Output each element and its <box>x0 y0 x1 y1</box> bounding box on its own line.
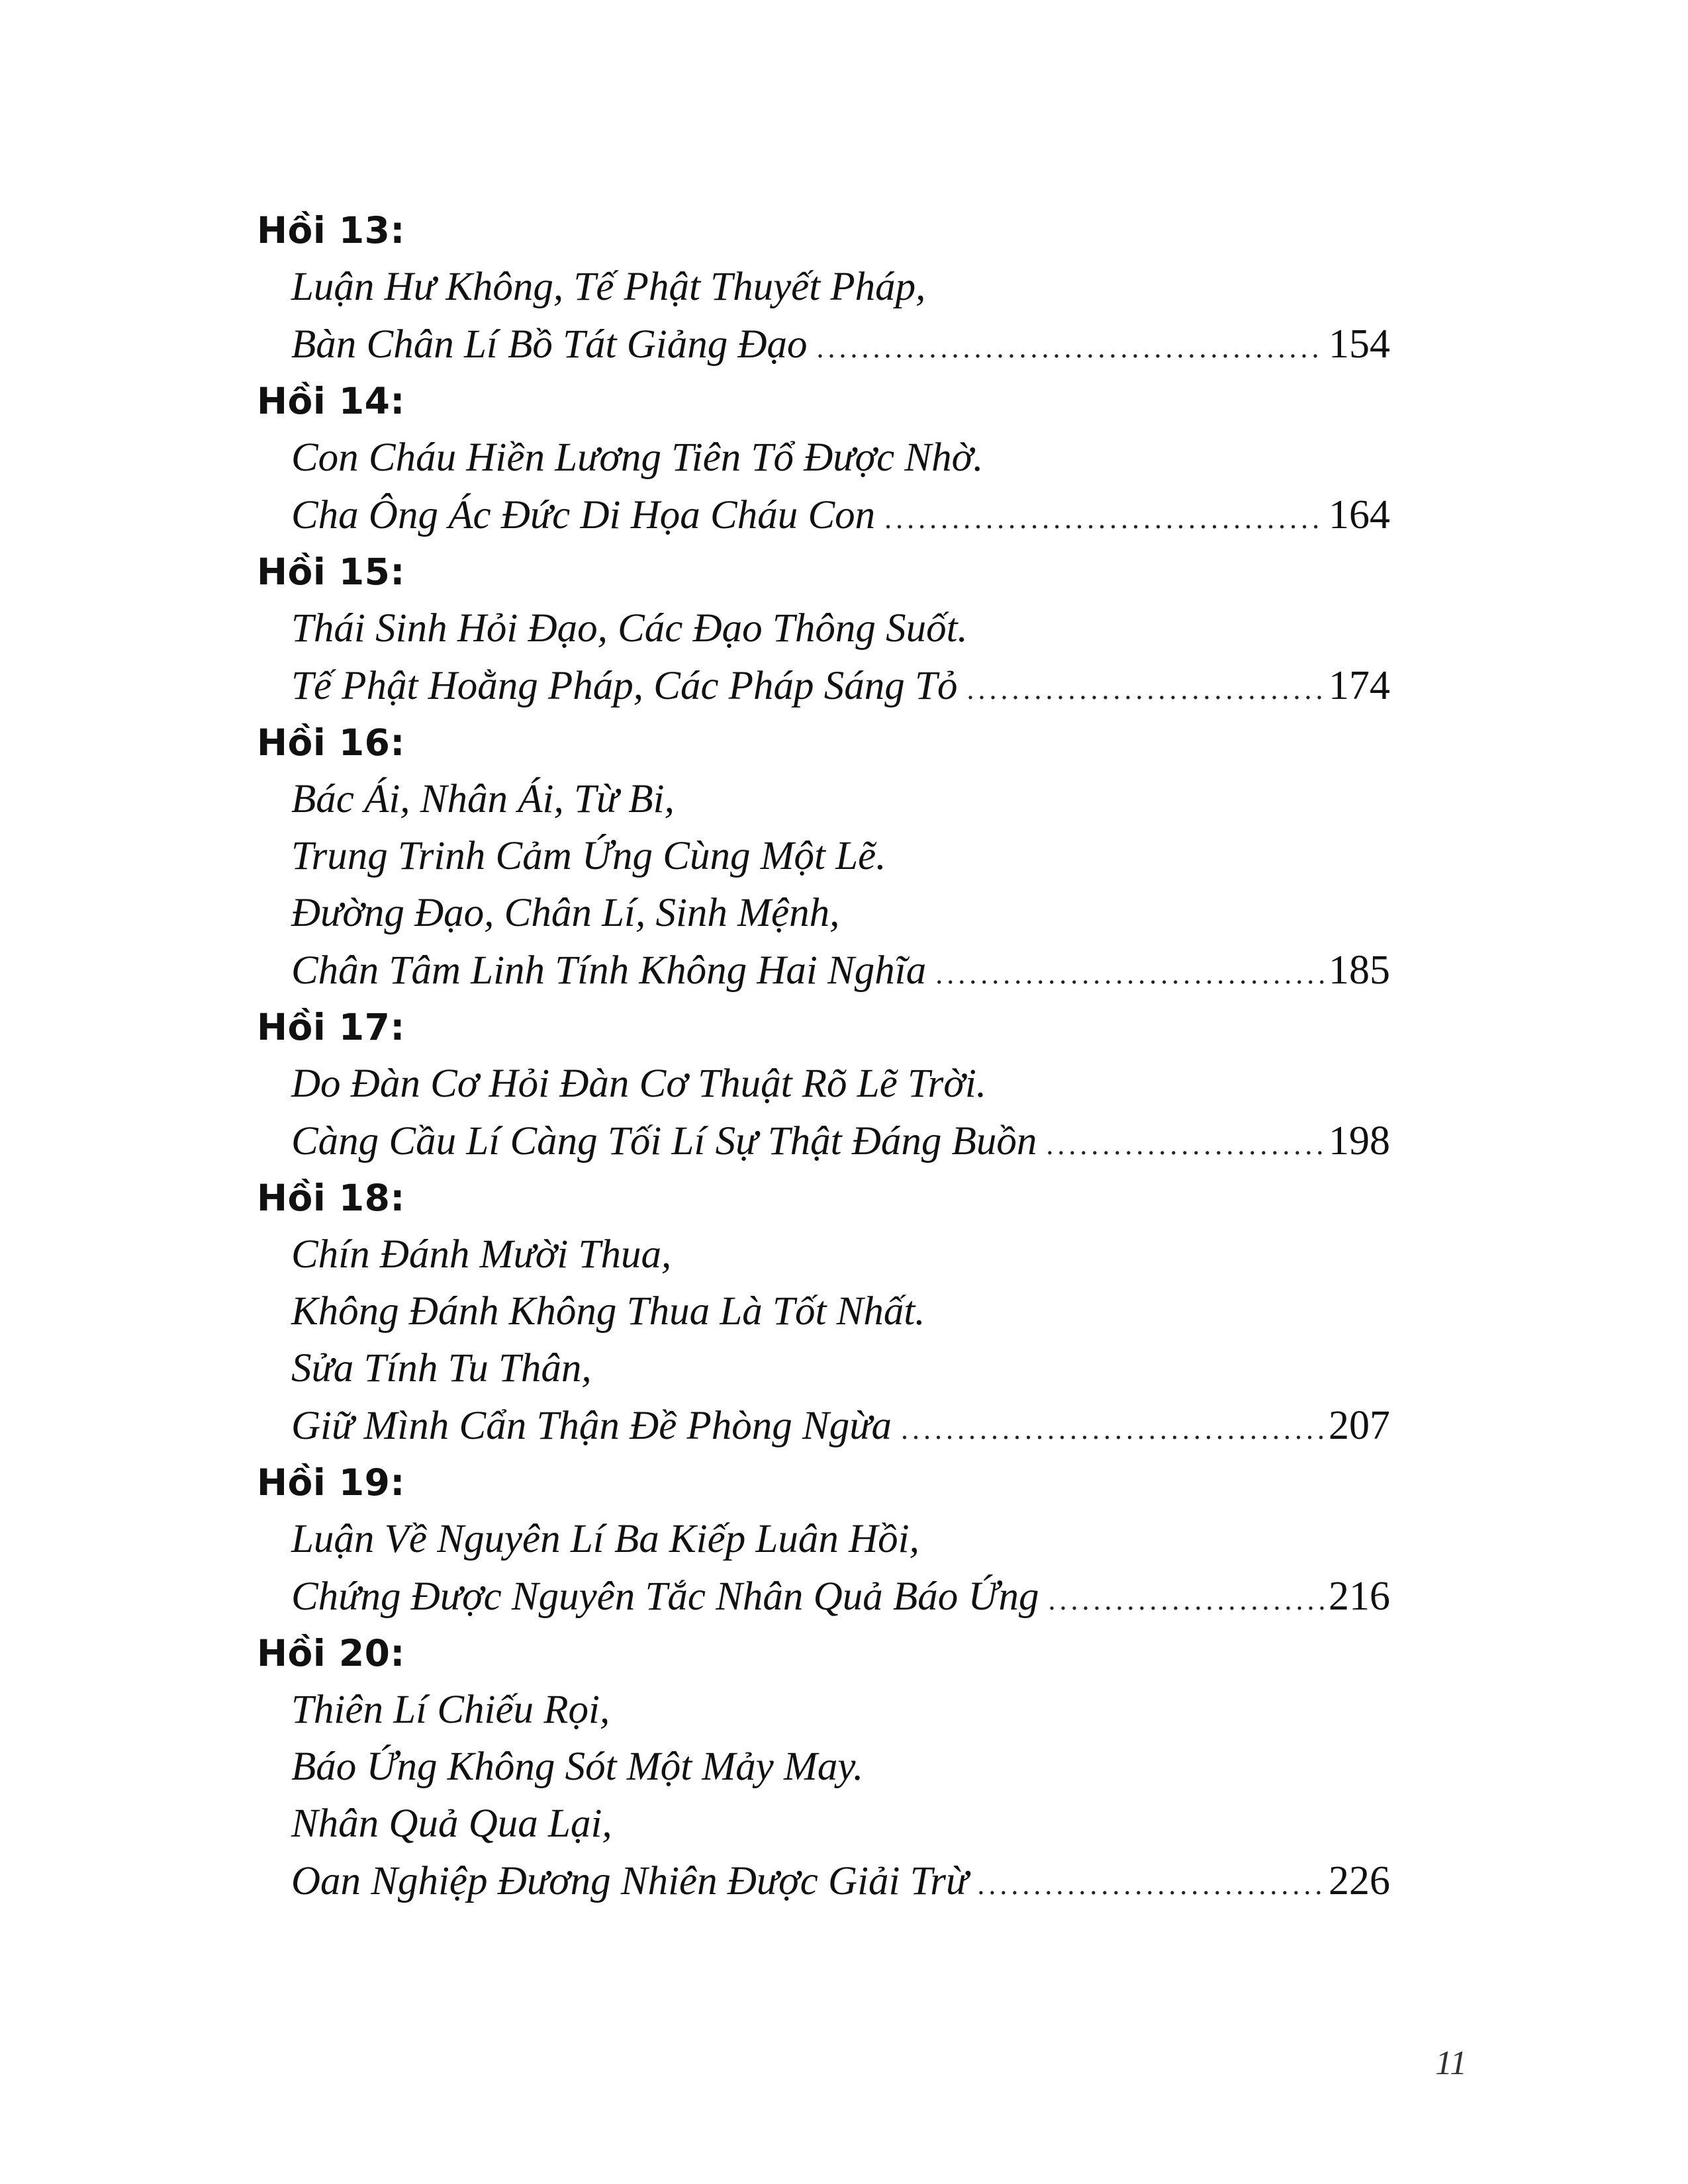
page-number: 185 <box>1329 948 1390 993</box>
toc-entry <box>257 1454 1390 1625</box>
dot-leader <box>1048 1572 1325 1625</box>
page-number: 216 <box>1329 1574 1390 1619</box>
chapter-heading: Hồi 17: <box>257 1006 405 1048</box>
dot-leader <box>977 1856 1325 1909</box>
dot-leader <box>817 320 1325 373</box>
chapter-title-line: Trung Trinh Cảm Ứng Cùng Một Lẽ. <box>291 834 886 878</box>
chapter-title-line: Không Đánh Không Thua Là Tốt Nhất. <box>291 1289 925 1334</box>
chapter-title-line-with-page <box>257 1113 1390 1169</box>
chapter-title-line: Do Đàn Cơ Hỏi Đàn Cơ Thuật Rõ Lẽ Trời. <box>291 1062 987 1106</box>
chapter-title-line: Đường Đạo, Chân Lí, Sinh Mệnh, <box>291 891 840 935</box>
chapter-title-line-with-page <box>257 1397 1390 1454</box>
page-number: 164 <box>1329 492 1390 537</box>
chapter-title-line: Luận Hư Không, Tế Phật Thuyết Pháp, <box>291 265 926 309</box>
page-number: 154 <box>1329 322 1390 367</box>
chapter-title-line: Sửa Tính Tu Thân, <box>291 1346 592 1390</box>
toc-entry <box>257 373 1390 543</box>
chapter-title-text: Chứng Được Nguyên Tắc Nhân Quả Báo Ứng <box>291 1574 1039 1619</box>
toc-entry <box>257 202 1390 373</box>
toc-entry <box>257 1625 1390 1909</box>
chapter-heading: Hồi 19: <box>257 1461 405 1504</box>
chapter-title-line: Con Cháu Hiền Lương Tiên Tổ Được Nhờ. <box>291 435 984 480</box>
page-number: 207 <box>1329 1403 1390 1448</box>
chapter-title-line: Báo Ứng Không Sót Một Mảy May. <box>291 1745 864 1789</box>
chapter-title-text: Chân Tâm Linh Tính Không Hai Nghĩa <box>291 948 927 993</box>
chapter-title-line: Bác Ái, Nhân Ái, Từ Bi, <box>291 777 675 821</box>
chapter-title-line: Thiên Lí Chiếu Rọi, <box>291 1688 610 1732</box>
dot-leader <box>966 661 1325 714</box>
toc-entry <box>257 543 1390 714</box>
page-number: 226 <box>1329 1858 1390 1903</box>
chapter-title-line-with-page <box>257 657 1390 714</box>
chapter-title-line: Thái Sinh Hỏi Đạo, Các Đạo Thông Suốt. <box>291 606 968 651</box>
dot-leader <box>901 1401 1325 1454</box>
toc-entry <box>257 714 1390 999</box>
chapter-heading: Hồi 15: <box>257 551 405 593</box>
toc-entry <box>257 1169 1390 1454</box>
chapter-heading: Hồi 20: <box>257 1632 405 1674</box>
chapter-title-line-with-page <box>257 1852 1390 1909</box>
table-of-contents <box>257 202 1390 1909</box>
chapter-title-text: Bàn Chân Lí Bồ Tát Giảng Đạo <box>291 322 808 367</box>
chapter-title-text: Oan Nghiệp Đương Nhiên Được Giải Trừ <box>291 1859 968 1903</box>
page-number: 174 <box>1329 663 1390 708</box>
page-number: 198 <box>1329 1118 1390 1163</box>
chapter-title-line-with-page <box>257 486 1390 543</box>
chapter-title-line: Nhân Quả Qua Lại, <box>291 1801 612 1846</box>
chapter-title-line: Chín Đánh Mười Thua, <box>291 1232 672 1277</box>
chapter-title-line: Luận Về Nguyên Lí Ba Kiếp Luân Hồi, <box>291 1517 919 1561</box>
toc-entry <box>257 999 1390 1169</box>
chapter-title-text: Tế Phật Hoằng Pháp, Các Pháp Sáng Tỏ <box>291 664 958 708</box>
chapter-title-text: Giữ Mình Cẩn Thận Đề Phòng Ngừa <box>291 1404 892 1448</box>
dot-leader <box>935 946 1325 999</box>
chapter-heading: Hồi 16: <box>257 721 405 764</box>
chapter-title-text: Càng Cầu Lí Càng Tối Lí Sự Thật Đáng Buồn <box>291 1119 1037 1163</box>
chapter-title-line-with-page <box>257 1568 1390 1625</box>
chapter-heading: Hồi 13: <box>257 209 405 251</box>
chapter-heading: Hồi 14: <box>257 380 405 422</box>
page-folio-number: 11 <box>1435 2044 1468 2082</box>
chapter-title-line-with-page <box>257 942 1390 999</box>
chapter-title-text: Cha Ông Ác Đức Di Họa Cháu Con <box>291 493 876 537</box>
chapter-title-line-with-page <box>257 316 1390 373</box>
dot-leader <box>884 490 1325 543</box>
chapter-heading: Hồi 18: <box>257 1177 405 1219</box>
dot-leader <box>1046 1116 1325 1169</box>
